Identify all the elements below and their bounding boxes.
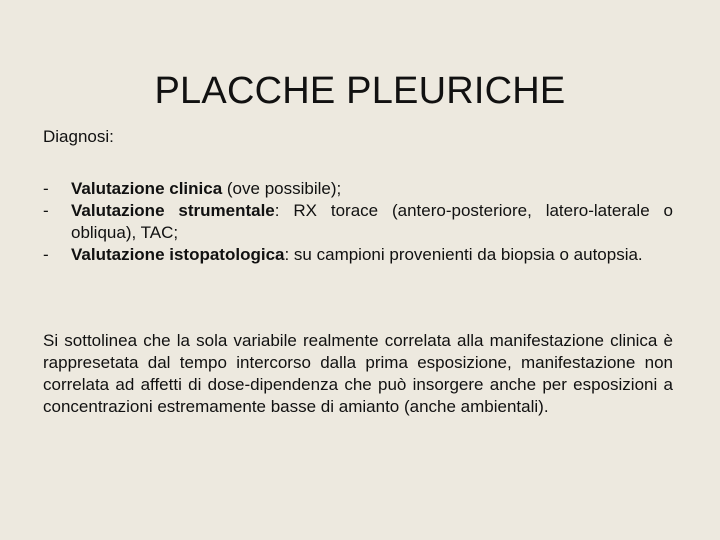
bullet-lead: Valutazione strumentale [71, 201, 275, 220]
diagnosis-list [43, 178, 673, 266]
bullet-text [71, 200, 673, 244]
bullet-rest: (ove possibile); [222, 179, 342, 198]
bullet-text [71, 178, 673, 200]
bullet-dash: - [43, 179, 49, 198]
bullet-lead: Valutazione clinica [71, 179, 223, 198]
bullet-dash: - [43, 245, 49, 264]
bullet-rest: : RX torace (antero-posteriore, latero-laterale o obliqua), TAC; [71, 201, 673, 242]
bullet-dash: - [43, 201, 49, 220]
section-label-diagnosi: Diagnosi: [43, 127, 114, 146]
list-item-instrumental [43, 200, 673, 244]
list-item-clinical [43, 178, 673, 200]
body-paragraph: Si sottolinea che la sola variabile realmente correlata alla manifestazione clinica è rappresetata dal tempo intercorso dalla prima esposizione, manifestazione non correlata ad affetti di dose-dipendenza che può insorgere anche per esposizioni a concentrazioni estremamente basse di amianto (anche ambientali). [43, 331, 673, 416]
bullet-rest: : su campioni provenienti da biopsia o autopsia. [284, 245, 643, 264]
bullet-lead: Valutazione istopatologica [71, 245, 285, 264]
slide-title: PLACCHE PLEURICHE [154, 70, 566, 113]
bullet-text [71, 244, 673, 266]
list-item-histopathological [43, 244, 673, 266]
